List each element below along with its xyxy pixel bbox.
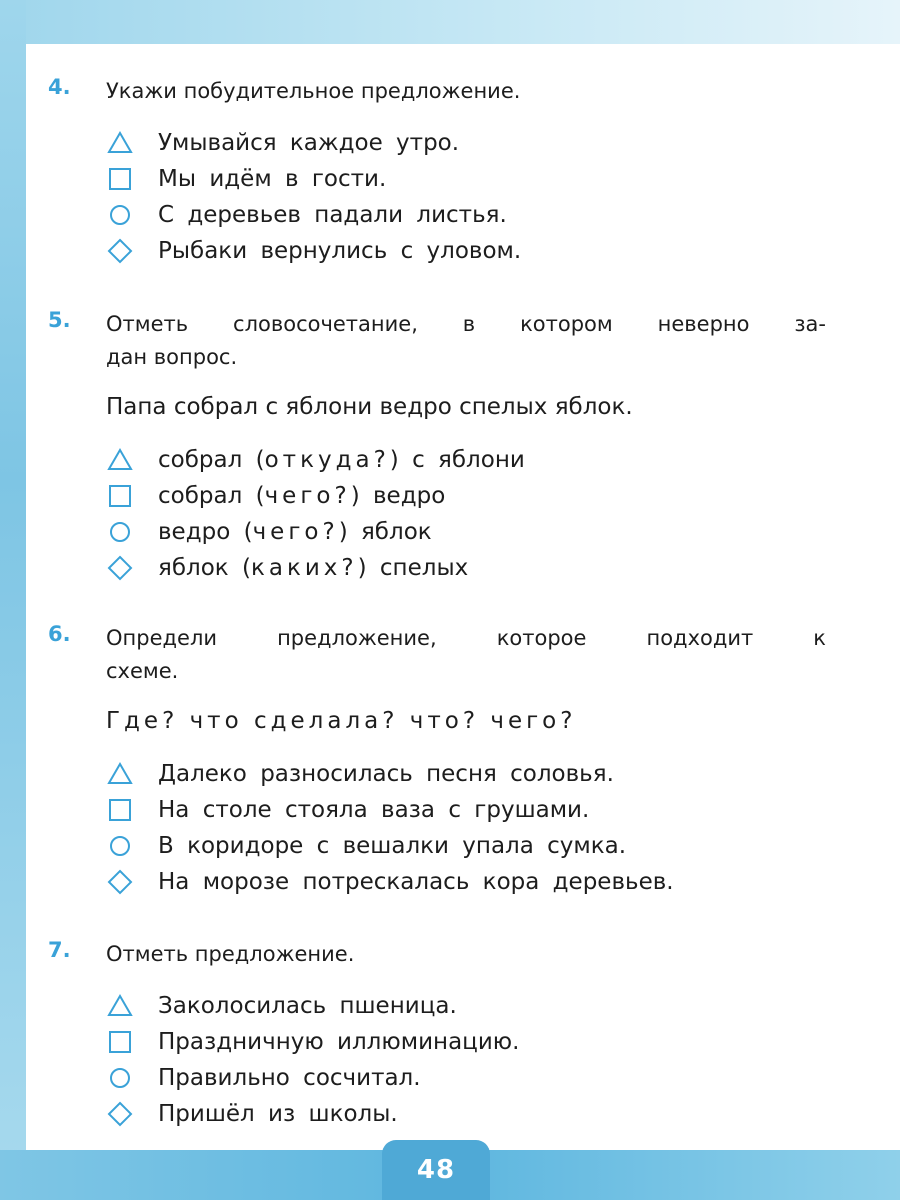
answer-option[interactable] (106, 442, 525, 478)
answer-option-text: В коридоре с вешалки упала сумка. (158, 833, 627, 859)
phrase-part: собрал ( (158, 483, 265, 509)
answer-option-text (158, 519, 432, 545)
answer-option[interactable] (106, 478, 525, 514)
answer-option-text (158, 555, 468, 581)
circle-icon[interactable] (106, 201, 134, 229)
sample-sentence: Папа собрал с яблони ведро спелых яблок. (106, 394, 633, 420)
triangle-icon[interactable] (106, 129, 134, 157)
answer-option[interactable] (106, 1060, 519, 1096)
answer-option-text: Далеко разносилась песня соловья. (158, 761, 614, 787)
answer-option[interactable] (106, 1096, 519, 1132)
answer-option[interactable] (106, 125, 521, 161)
triangle-icon[interactable] (106, 760, 134, 788)
answer-option[interactable] (106, 1024, 519, 1060)
task-question-line: Определи предложение, которое подходит к (106, 626, 826, 650)
answer-option[interactable] (106, 792, 674, 828)
task-question-line: дан вопрос. (106, 345, 238, 369)
answer-option-text (158, 483, 445, 509)
page-top-decoration (0, 0, 900, 44)
question-word: чего? (264, 483, 351, 509)
answer-option[interactable] (106, 161, 521, 197)
phrase-part: ведро ( (158, 519, 253, 545)
diamond-icon[interactable] (106, 237, 134, 265)
phrase-part: ) ведро (350, 483, 446, 509)
page-number-tab (382, 1140, 490, 1200)
circle-icon[interactable] (106, 1064, 134, 1092)
answer-option[interactable] (106, 514, 525, 550)
circle-icon[interactable] (106, 832, 134, 860)
diamond-icon[interactable] (106, 868, 134, 896)
phrase-part: яблок ( (158, 555, 251, 581)
task-question-line: схеме. (106, 659, 179, 683)
triangle-icon[interactable] (106, 992, 134, 1020)
phrase-part: ) с яблони (389, 447, 525, 473)
answer-option[interactable] (106, 756, 674, 792)
answer-option-text: Правильно сосчитал. (158, 1065, 421, 1091)
answer-options (106, 988, 519, 1132)
answer-option[interactable] (106, 550, 525, 586)
answer-option[interactable] (106, 233, 521, 269)
answer-option[interactable] (106, 864, 674, 900)
task-number: 4. (48, 75, 71, 99)
task-question (106, 622, 826, 688)
answer-option-text (158, 447, 525, 473)
answer-options (106, 125, 521, 269)
answer-option-text: На морозе потрескалась кора деревьев. (158, 869, 674, 895)
answer-option-text: Рыбаки вернулись с уловом. (158, 238, 522, 264)
task-question-line: Отметь словосочетание, в котором неверно за- (106, 312, 826, 336)
answer-option-text: Заколосилась пшеница. (158, 993, 457, 1019)
answer-option-text: Умывайся каждое утро. (158, 130, 460, 156)
task-number: 6. (48, 622, 71, 646)
square-icon[interactable] (106, 165, 134, 193)
answer-option[interactable] (106, 197, 521, 233)
question-word: каких? (250, 555, 358, 581)
answer-option-text: С деревьев падали листья. (158, 202, 507, 228)
sentence-scheme: Где? что сделала? что? чего? (106, 708, 577, 734)
diamond-icon[interactable] (106, 1100, 134, 1128)
task-question (106, 308, 826, 374)
phrase-part: ) яблок (338, 519, 432, 545)
circle-icon[interactable] (106, 518, 134, 546)
phrase-part: ) спелых (357, 555, 469, 581)
square-icon[interactable] (106, 1028, 134, 1056)
square-icon[interactable] (106, 482, 134, 510)
page-left-decoration (0, 0, 26, 1200)
answer-option-text: Праздничную иллюминацию. (158, 1029, 520, 1055)
answer-option-text: На столе стояла ваза с грушами. (158, 797, 590, 823)
question-word: откуда? (264, 447, 390, 473)
phrase-part: собрал ( (158, 447, 265, 473)
answer-option[interactable] (106, 828, 674, 864)
page-number: 48 (416, 1155, 456, 1185)
square-icon[interactable] (106, 796, 134, 824)
answer-option[interactable] (106, 988, 519, 1024)
answer-options (106, 756, 674, 900)
answer-options (106, 442, 525, 586)
task-question: Укажи побудительное предложение. (106, 79, 521, 103)
triangle-icon[interactable] (106, 446, 134, 474)
task-question: Отметь предложение. (106, 942, 355, 966)
question-word: чего? (252, 519, 339, 545)
task-number: 5. (48, 308, 71, 332)
task-number: 7. (48, 938, 71, 962)
answer-option-text: Мы идём в гости. (158, 166, 387, 192)
answer-option-text: Пришёл из школы. (158, 1101, 398, 1127)
diamond-icon[interactable] (106, 554, 134, 582)
